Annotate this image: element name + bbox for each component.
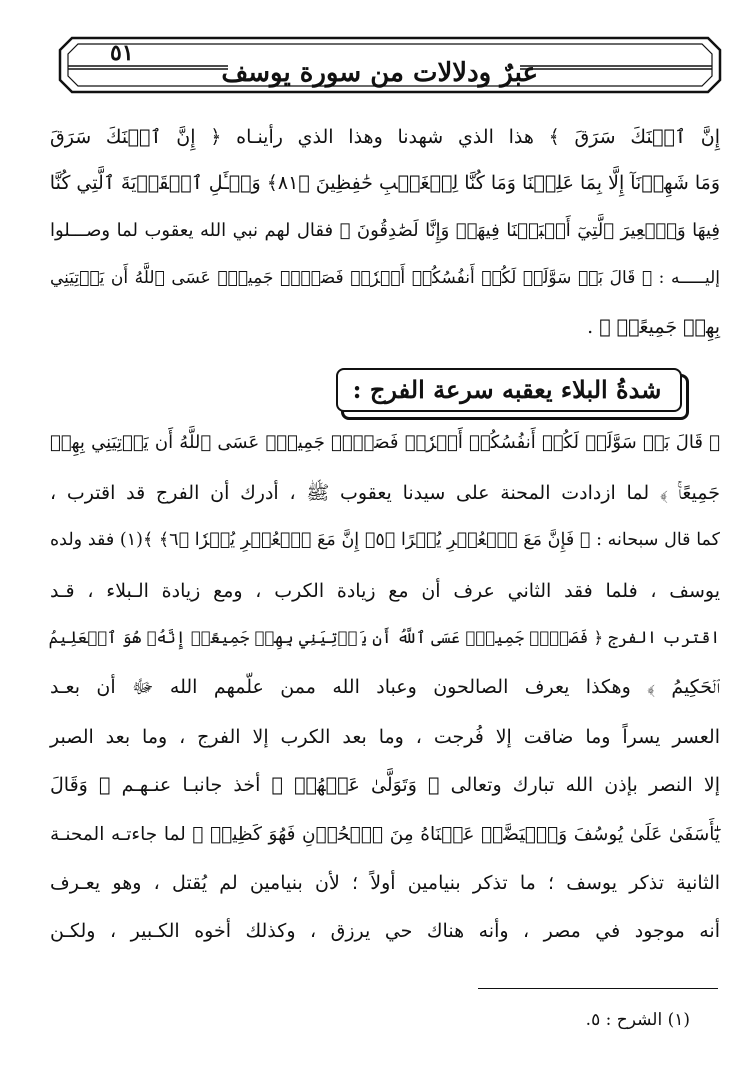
text-line: إليـــــه : ﴿ قَالَ بَلۡ سَوَّلَتۡ لَكُمۡ أَنفُسُكُمۡ أَمۡرٗاۖ فَصَبۡرٞ جَمِيلٌۖ عَسَى ٱللَّهُ أَن يَأۡتِيَنِي bbox=[50, 268, 720, 288]
footnote-divider bbox=[478, 988, 718, 989]
text-line: وَمَا شَهِدۡنَآ إِلَّا بِمَا عَلِمۡنَا وَمَا كُنَّا لِلۡغَيۡبِ حَٰفِظِينَ ﴿٨١﴾ وَسۡـَٔلِ ٱلۡقَرۡيَةَ ٱلَّتِي كُنَّا bbox=[49, 172, 720, 194]
text-line: الثانية تذكر يوسف ؛ ما تذكر بنيامين أولاً ؛ لأن بنيامين لم يُقتل ، وهو يعـرف bbox=[50, 872, 720, 894]
footnote: (١) الشرح : ٥. bbox=[585, 1010, 690, 1030]
text-line: فِيهَا وَٱلۡعِيرَ ٱلَّتِيٓ أَقۡبَلۡنَا فِيهَاۖ وَإِنَّا لَصَٰدِقُونَ ﴾ فقال لهم نبي الله يعقوب لما وصـــلوا bbox=[50, 220, 720, 241]
text-line: يَٰٓأَسَفَىٰ عَلَىٰ يُوسُفَ وَٱبۡيَضَّتۡ عَيۡنَاهُ مِنَ ٱلۡحُزۡنِ فَهُوَ كَظِيمٞ ﴾ لما جاءتـه المحنـة bbox=[50, 824, 720, 845]
text-line: ٱلۡحَكِيمُ ﴾ وهكذا يعرف الصالحون وعباد الله ممن علّمهم الله ﷻ أن بعـد bbox=[50, 676, 720, 698]
text-line: يوسف ، فلما فقد الثاني عرف أن مع زيادة الكرب ، ومع زيادة الـبلاء ، قـد bbox=[50, 580, 720, 602]
text-line: بِهِمۡ جَمِيعًاۚ ﴾ . bbox=[587, 316, 720, 338]
text-line: جَمِيعًاۚ ﴾ لما ازدادت المحنة على سيدنا يعقوب ﷺ ، أدرك أن الفرج قد اقترب ، bbox=[50, 482, 720, 504]
page-number: ٥١ bbox=[110, 40, 134, 66]
section-title: شدةُ البلاء يعقبه سرعة الفرج : bbox=[352, 375, 662, 404]
page-title: عبرٌ ودلالات من سورة يوسف bbox=[221, 58, 538, 88]
text-line: العسر يسراً وما ضاقت إلا فُرجت ، وما بعد الكرب إلا الفرج ، وما بعد الصبر bbox=[50, 726, 720, 748]
text-line: كما قال سبحانه : ﴿ فَإِنَّ مَعَ ٱلۡعُسۡرِ يُسۡرًا ﴿٥﴾ إِنَّ مَعَ ٱلۡعُسۡرِ يُسۡرٗا ﴿٦﴾ ﴾(١) فقد ولده bbox=[50, 530, 721, 550]
text-line: أنه موجود في مصر ، وأنه هناك حي يرزق ، وكذلك أخوه الكـبير ، ولكـن bbox=[50, 920, 720, 942]
text-line: اقترب الفرج ﴿ فَصَبۡرٞ جَمِيلٌۖ عَسَى ٱللَّهُ أَن يَأۡتِيَنِي بِهِمۡ جَمِيعًاۚ إِنَّهُۥ هُوَ ٱلۡعَلِيمُ bbox=[48, 628, 720, 647]
text-line: إلا النصر بإذن الله تبارك وتعالى ﴿ وَتَوَلَّىٰ عَنۡهُمۡ ﴾ أخذ جانبـا عنـهـم ﴿ وَقَالَ bbox=[50, 774, 720, 796]
text-line: إِنَّ ٱبۡنَكَ سَرَقَ ﴾ هذا الذي شهدنا وهذا الذي رأينـاه ﴿ إِنَّ ٱبۡنَكَ سَرَقَ bbox=[50, 126, 720, 148]
text-line: ﴿ قَالَ بَلۡ سَوَّلَتۡ لَكُمۡ أَنفُسُكُمۡ أَمۡرٗاۖ فَصَبۡرٞ جَمِيلٌۖ عَسَى ٱللَّهُ أَن يَأۡتِيَنِي بِهِمۡ bbox=[50, 432, 720, 453]
